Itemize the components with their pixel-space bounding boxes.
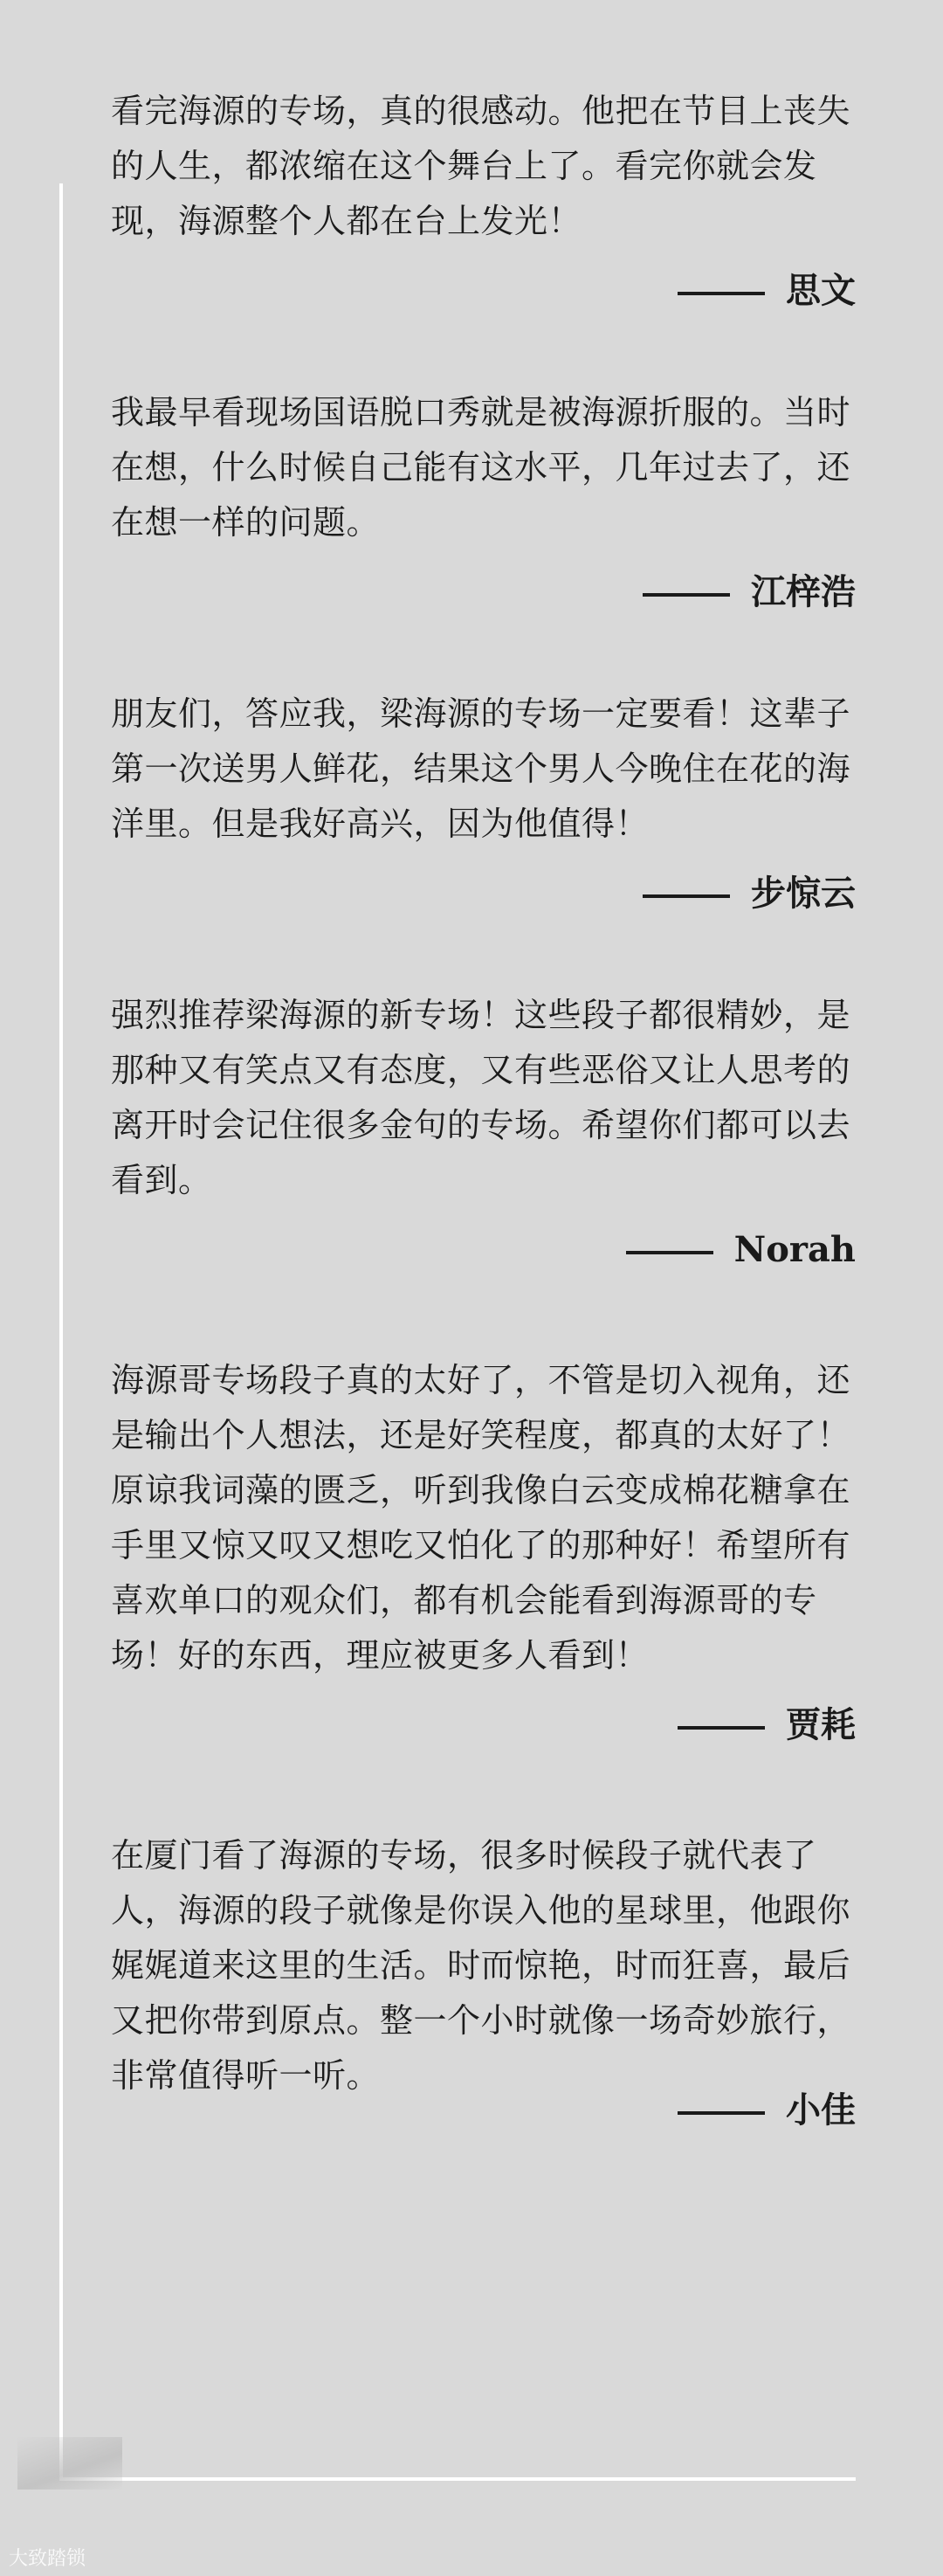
testimonial-item — [111, 1353, 862, 1750]
author-name: 贾耗 — [786, 1704, 856, 1745]
author-dash — [643, 593, 730, 597]
watermark-text: 大致踏锁 — [9, 2548, 86, 2570]
watermark — [9, 2544, 86, 2571]
testimonial-item — [111, 1828, 862, 2135]
author-dash — [678, 1726, 765, 1730]
author-name: Norah — [733, 1229, 856, 1270]
testimonial-item — [111, 84, 862, 315]
page-curl-shadow — [17, 2437, 122, 2490]
testimonial-text: 看完海源的专场，真的很感动。他把在节目上丧失的人生，都浓缩在这个舞台上了。看完你就会发现，海源整个人都在台上发光！ — [111, 92, 851, 240]
author-name: 步惊云 — [751, 873, 856, 914]
testimonial-item — [111, 385, 862, 617]
author-name: 江梓浩 — [751, 571, 856, 612]
testimonial-text: 朋友们，答应我，梁海源的专场一定要看！这辈子第一次送男人鲜花，结果这个男人今晚住在花的海洋里。但是我好高兴，因为他值得！ — [111, 694, 851, 843]
page-border-left — [59, 183, 63, 2481]
testimonial-item — [111, 687, 862, 918]
author-name: 思文 — [786, 270, 856, 311]
testimonial-text: 海源哥专场段子真的太好了，不管是切入视角，还是输出个人想法，还是好笑程度，都真的太好了！原谅我词藻的匮乏，听到我像白云变成棉花糖拿在手里又惊又叹又想吃又怕化了的那种好！希望所有喜欢单口的观众们，都有机会能看到海源哥的专场！好的东西，理应被更多人看到！ — [111, 1361, 851, 1675]
author-dash — [678, 2111, 765, 2115]
author-dash — [626, 1251, 713, 1254]
testimonial-author — [111, 1701, 862, 1750]
testimonial-text: 我最早看现场国语脱口秀就是被海源折服的。当时在想，什么时候自己能有这水平，几年过去了，还在想一样的问题。 — [111, 393, 851, 542]
testimonial-author — [111, 869, 862, 918]
testimonial-text: 在厦门看了海源的专场，很多时候段子就代表了人，海源的段子就像是你误入他的星球里，他跟你娓娓道来这里的生活。时而惊艳，时而狂喜，最后又把你带到原点。整一个小时就像一场奇妙旅行，非常值得听一听。 — [111, 1836, 851, 2095]
testimonial-author — [111, 1226, 862, 1274]
testimonial-author — [111, 266, 862, 315]
testimonial-item — [111, 988, 862, 1274]
page-border-bottom — [59, 2477, 856, 2481]
author-dash — [678, 292, 765, 295]
testimonial-list — [111, 84, 862, 2135]
testimonial-text: 强烈推荐梁海源的新专场！这些段子都很精妙，是那种又有笑点又有态度，又有些恶俗又让人思考的离开时会记住很多金句的专场。希望你们都可以去看到。 — [111, 996, 851, 1199]
author-dash — [643, 894, 730, 898]
author-name: 小佳 — [786, 2089, 856, 2131]
testimonial-author — [111, 568, 862, 617]
